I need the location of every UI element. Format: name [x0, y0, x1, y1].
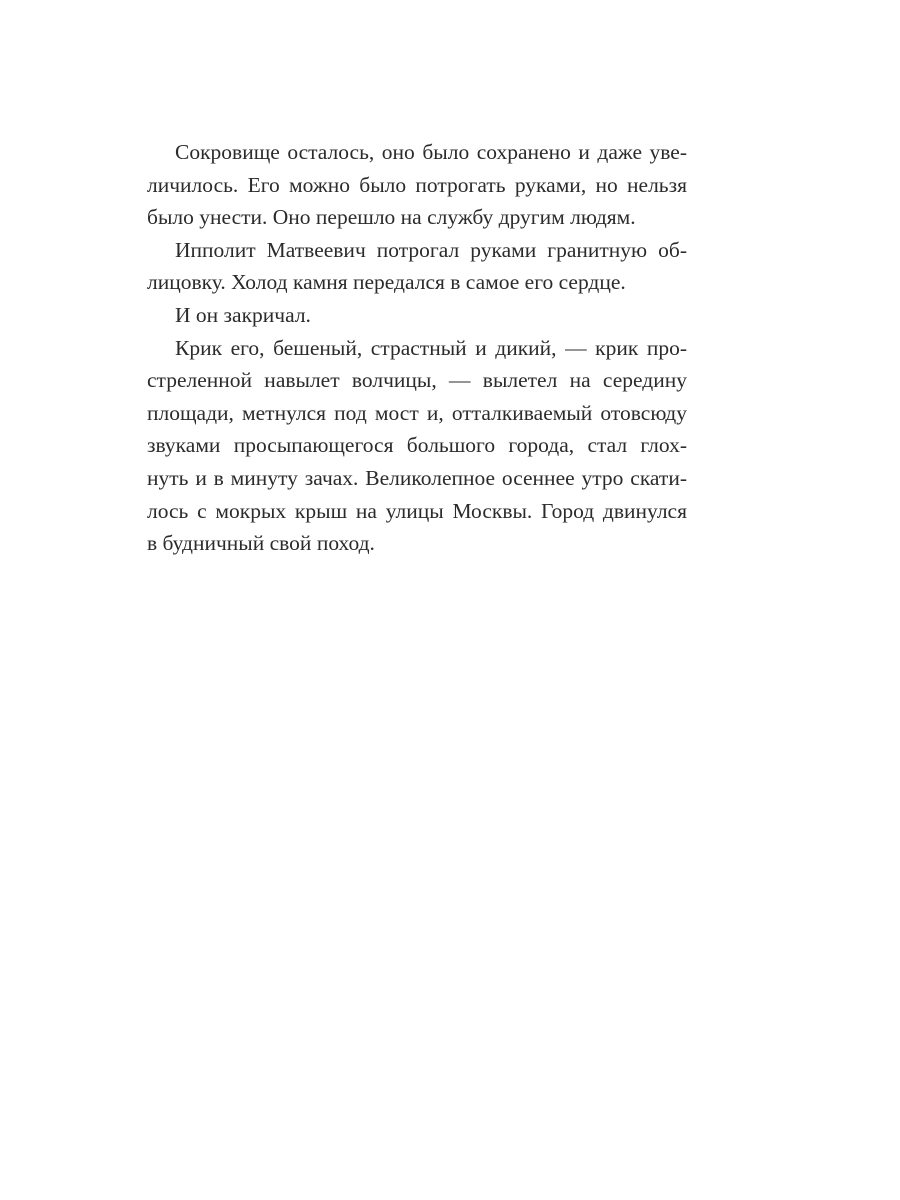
text-line: нуть и в минуту зачах. Великолепное осеннее утро скати-: [147, 465, 687, 490]
text-line: лицовку. Холод камня передался в самое его сердце.: [147, 270, 626, 295]
text-line: И он закричал.: [175, 302, 311, 327]
text-line: было унести. Оно перешло на службу другим людям.: [147, 205, 636, 230]
paragraph: [147, 136, 687, 234]
text-line: личилось. Его можно было потрогать руками, но нельзя: [147, 172, 687, 197]
text-line: в будничный свой поход.: [147, 531, 375, 556]
text-line: Ипполит Матвеевич потрогал руками гранитную об-: [175, 237, 687, 262]
paragraph: [147, 299, 687, 332]
text-line: звуками просыпающегося большого города, стал глох-: [147, 433, 687, 458]
text-line: Сокровище осталось, оно было сохранено и даже уве-: [175, 140, 687, 164]
paragraph: [147, 332, 687, 560]
paragraph: [147, 234, 687, 299]
text-line: площади, метнулся под мост и, отталкиваемый отовсюду: [147, 400, 687, 425]
text-line: Крик его, бешеный, страстный и дикий, — крик про-: [175, 335, 687, 360]
page-text: [147, 136, 687, 560]
text-line: лось с мокрых крыш на улицы Москвы. Город двинулся: [147, 498, 687, 523]
text-line: стреленной навылет волчицы, — вылетел на середину: [147, 368, 687, 393]
